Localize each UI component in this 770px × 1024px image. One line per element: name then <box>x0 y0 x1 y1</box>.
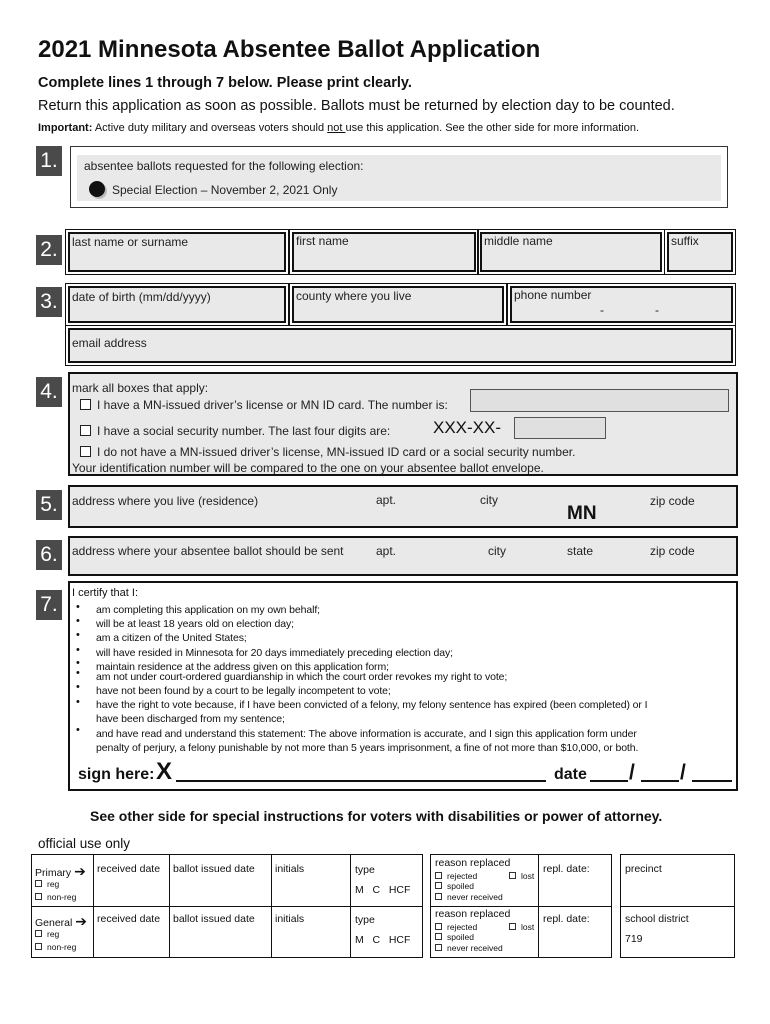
phone-dash-2: - <box>655 303 659 317</box>
primary-ballot-issued-date: ballot issued date <box>173 863 255 875</box>
date-label: date <box>554 766 587 783</box>
general-type-options: M C HCF <box>355 934 411 946</box>
section-3-number: 3. <box>36 287 62 317</box>
table-col-divider <box>169 854 170 958</box>
never-received-label: never received <box>447 892 503 902</box>
reason-replaced-label: reason replaced <box>435 857 511 869</box>
primary-type: type <box>355 864 375 876</box>
spoiled-checkbox[interactable] <box>435 882 442 889</box>
signature-line[interactable] <box>176 780 546 782</box>
section-1-number: 1. <box>36 146 62 176</box>
special-election-option: Special Election – November 2, 2021 Only <box>112 183 338 197</box>
never-received-checkbox[interactable] <box>435 944 442 951</box>
page-subtitle: Complete lines 1 through 7 below. Please print clearly. <box>38 75 412 91</box>
important-post: use this application. See the other side for more information. <box>345 122 640 134</box>
school-district-value: 719 <box>625 933 643 945</box>
no-id-checkbox[interactable] <box>80 446 91 457</box>
spoiled-option <box>435 932 474 942</box>
primary-received-date: received date <box>97 863 161 875</box>
residence-state-value: MN <box>567 503 597 524</box>
rejected-checkbox[interactable] <box>435 923 442 930</box>
last-name-label: last name or surname <box>72 235 189 249</box>
primary-non-reg-label: non-reg <box>47 892 77 902</box>
general-non-reg-label: non-reg <box>47 942 77 952</box>
bullet: • <box>76 681 80 693</box>
no-id-option[interactable] <box>80 445 575 459</box>
sign-x: X <box>156 758 173 785</box>
important-pre: Active duty military and overseas voters should <box>94 122 328 134</box>
rejected-label: rejected <box>447 922 478 932</box>
primary-arrow-icon: ➔ <box>74 863 86 879</box>
first-name-label: first name <box>296 234 349 248</box>
table-col-divider <box>93 854 94 958</box>
mailing-state-label: state <box>567 544 594 558</box>
table-col-divider <box>350 854 351 958</box>
bullet: • <box>76 667 80 679</box>
reason-replaced-label: reason replaced <box>435 908 511 920</box>
page-title: 2021 Minnesota Absentee Ballot Application <box>38 36 541 63</box>
certify-item: and have read and understand this statement: The above information is accurate, and I sign this application form under <box>96 728 637 740</box>
bullet: • <box>76 644 80 656</box>
primary-type-options: M C HCF <box>355 884 411 896</box>
table-row-divider <box>430 906 612 907</box>
ssn-option[interactable] <box>80 424 390 438</box>
primary-label <box>35 863 86 880</box>
primary-reg-checkbox[interactable] <box>35 880 42 887</box>
spoiled-option <box>435 881 474 891</box>
never-received-option <box>435 943 503 953</box>
certify-item: have the right to vote because, if I have been convicted of a felony, my felony sentence has expired (been completed) or I <box>96 699 648 711</box>
phone-label: phone number <box>514 288 592 302</box>
license-number-field[interactable] <box>470 389 729 412</box>
general-ballot-issued-date: ballot issued date <box>173 913 255 925</box>
suffix-label: suffix <box>671 234 699 248</box>
important-note <box>38 122 639 134</box>
general-text: General <box>35 917 73 929</box>
date-separator-1: / <box>629 761 635 784</box>
section-4-intro: mark all boxes that apply: <box>72 381 209 395</box>
lost-label: lost <box>521 871 535 881</box>
mailing-address-label: address where your absentee ballot should be sent <box>72 544 344 558</box>
general-received-date: received date <box>97 913 161 925</box>
see-other-side-note: See other side for special instructions for voters with disabilities or power of attorney. <box>90 808 663 824</box>
repl-date-label: repl. date: <box>543 913 590 925</box>
general-type: type <box>355 914 375 926</box>
ssn-prefix: XXX-XX- <box>433 418 502 437</box>
date-separator-2: / <box>680 761 686 784</box>
rejected-checkbox[interactable] <box>435 872 442 879</box>
lost-label: lost <box>521 922 535 932</box>
important-label: Important: <box>38 122 93 134</box>
date-year-line[interactable] <box>692 780 732 782</box>
certify-item: will be at least 18 years old on election day; <box>96 618 294 630</box>
county-label: county where you live <box>296 289 412 303</box>
phone-dash-1: - <box>600 303 604 317</box>
general-reg-checkbox[interactable] <box>35 930 42 937</box>
rejected-label: rejected <box>447 871 478 881</box>
certify-item: will have resided in Minnesota for 20 days immediately preceding election day; <box>96 647 453 659</box>
dob-label: date of birth (mm/dd/yyyy) <box>72 290 211 304</box>
table-row-divider <box>31 906 423 907</box>
precinct-label: precinct <box>625 863 662 875</box>
important-not: not <box>327 122 346 134</box>
table-row-divider <box>620 906 735 907</box>
general-label <box>35 913 87 930</box>
primary-reg <box>35 879 59 889</box>
bullet: • <box>76 601 80 613</box>
middle-name-label: middle name <box>484 234 553 248</box>
bullet: • <box>76 657 80 669</box>
primary-text: Primary <box>35 867 72 879</box>
bullet: • <box>76 724 80 736</box>
sign-here-label: sign here: <box>78 766 155 783</box>
license-option[interactable] <box>80 398 448 412</box>
certify-intro: I certify that I: <box>72 587 139 599</box>
primary-non-reg <box>35 892 76 902</box>
general-reg-label: reg <box>47 929 60 939</box>
section-4-number: 4. <box>36 377 62 407</box>
general-reg <box>35 929 59 939</box>
ssn-checkbox[interactable] <box>80 425 91 436</box>
official-use-title: official use only <box>38 836 131 851</box>
section-7-number: 7. <box>36 590 62 620</box>
lost-checkbox[interactable] <box>509 923 516 930</box>
table-col-divider <box>271 854 272 958</box>
section-1-label: absentee ballots requested for the following election: <box>84 159 364 173</box>
rejected-option <box>435 871 477 881</box>
mailing-apt-label: apt. <box>376 544 397 558</box>
spoiled-label: spoiled <box>447 932 474 942</box>
ssn-option-label: I have a social security number. The last four digits are: <box>97 424 391 438</box>
lost-option <box>509 922 534 932</box>
primary-initials: initials <box>275 863 305 875</box>
email-field[interactable] <box>68 328 733 363</box>
certify-item: maintain residence at the address given on this application form; <box>96 661 389 673</box>
special-election-radio[interactable] <box>89 181 105 197</box>
repl-date-label: repl. date: <box>543 863 590 875</box>
section-2-number: 2. <box>36 235 62 265</box>
bullet: • <box>76 696 80 708</box>
never-received-option <box>435 892 503 902</box>
general-non-reg <box>35 942 76 952</box>
no-id-option-label: I do not have a MN-issued driver’s license, MN-issued ID card or a social security number. <box>97 445 576 459</box>
return-note: Return this application as soon as possible. Ballots must be returned by election day to be counted. <box>38 98 675 114</box>
residence-address-label: address where you live (residence) <box>72 494 259 508</box>
date-day-line[interactable] <box>641 780 679 782</box>
certify-item: have not been found by a court to be legally incompetent to vote; <box>96 685 391 697</box>
section-5-number: 5. <box>36 490 62 520</box>
primary-non-reg-checkbox[interactable] <box>35 893 42 900</box>
spoiled-checkbox[interactable] <box>435 933 442 940</box>
section-1-box <box>70 146 728 208</box>
general-initials: initials <box>275 913 305 925</box>
table-col-divider <box>538 854 539 958</box>
certify-item: am not under court-ordered guardianship in which the court order revokes my right to vote; <box>96 671 508 683</box>
mailing-zip-label: zip code <box>650 544 695 558</box>
bullet: • <box>76 615 80 627</box>
lost-checkbox[interactable] <box>509 872 516 879</box>
lost-option <box>509 871 534 881</box>
rejected-option <box>435 922 477 932</box>
ssn-last-four-field[interactable] <box>514 417 606 439</box>
email-label: email address <box>72 336 147 350</box>
certify-item: have been discharged from my sentence; <box>96 713 285 725</box>
bullet: • <box>76 629 80 641</box>
residence-city-label: city <box>480 493 498 507</box>
certify-item: am completing this application on my own behalf; <box>96 604 320 616</box>
primary-reg-label: reg <box>47 879 60 889</box>
general-non-reg-checkbox[interactable] <box>35 943 42 950</box>
license-option-label: I have a MN-issued driver’s license or MN ID card. The number is: <box>97 398 448 412</box>
certify-item: am a citizen of the United States; <box>96 632 247 644</box>
never-received-label: never received <box>447 943 503 953</box>
section-6-number: 6. <box>36 540 62 570</box>
certify-item: penalty of perjury, a felony punishable by not more than 5 years imprisonment, a fine of not more than $10,000, or both. <box>96 742 639 754</box>
never-received-checkbox[interactable] <box>435 893 442 900</box>
date-month-line[interactable] <box>590 780 628 782</box>
mailing-city-label: city <box>488 544 506 558</box>
license-checkbox[interactable] <box>80 399 91 410</box>
residence-apt-label: apt. <box>376 493 397 507</box>
school-district-label: school district <box>625 913 689 925</box>
spoiled-label: spoiled <box>447 881 474 891</box>
id-compare-note: Your identification number will be compared to the one on your absentee ballot envelope. <box>72 461 544 475</box>
general-arrow-icon: ➔ <box>75 913 88 929</box>
residence-zip-label: zip code <box>650 494 695 508</box>
